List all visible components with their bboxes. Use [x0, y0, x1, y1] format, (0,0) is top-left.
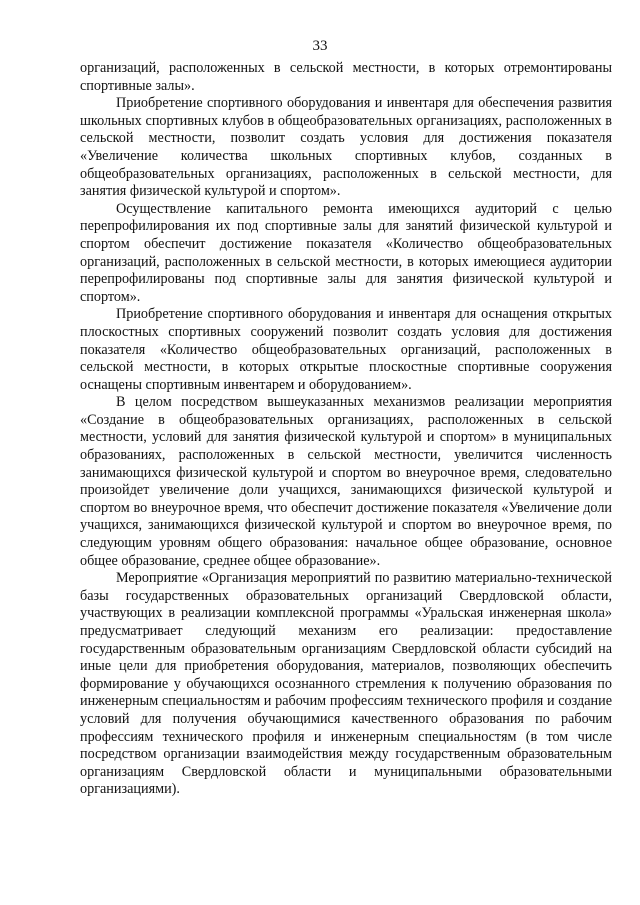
- paragraph: организаций, расположенных в сельской местности, в которых отремонтированы спортивные залы».: [80, 60, 612, 94]
- paragraph: Приобретение спортивного оборудования и инвентаря для обеспечения развития школьных спортивных клубов в общеобразовательных организациях, расположенных в сельской местности, позволит создать условия для достижения показателя «Увеличение количества школьных спортивных клубов, созданных в общеобразовательных организациях, расположенных в сельской местности, для занятия физической культурой и спортом».: [80, 95, 612, 200]
- paragraph: Осуществление капитального ремонта имеющихся аудиторий с целью перепрофилирования их под спортивные залы для занятий физической культурой и спортом обеспечит достижение показателя «Количество общеобразовательных организаций, расположенных в сельской местности, в которых имеющиеся аудитории перепрофилированы под спортивные залы для занятия физической культурой и спортом».: [80, 200, 612, 305]
- page-number: 33: [312, 38, 328, 54]
- body-text: [80, 60, 612, 799]
- paragraph: Мероприятие «Организация мероприятий по развитию материально-технической базы государственных образовательных организаций Свердловской области, участвующих в реализации комплексной программы «Уральская инженерная школа» предусматривает следующий механизм его реализации: предоставление государственным образовательным организациям Свердловской области субсидий на иные цели для приобретения оборудования, материалов, позволяющих обеспечить формирование у обучающихся осознанного стремления к получению образования по инженерным специальностям и рабочим профессиям технического профиля и создание условий для получения обучающимися качественного образования по рабочим профессиям технического профиля и инженерным специальностям (в том числе посредством организации взаимодействия между государственным образовательным организациям Свердловской области и муниципальными образовательными организациями).: [80, 570, 612, 798]
- paragraph: Приобретение спортивного оборудования и инвентаря для оснащения открытых плоскостных спортивных сооружений позволит создать условия для достижения показателя «Количество общеобразовательных организаций, расположенных в сельской местности, в которых открытые плоскостные спортивные сооружения оснащены спортивным инвентарем и оборудованием».: [80, 306, 612, 393]
- paragraph: В целом посредством вышеуказанных механизмов реализации мероприятия «Создание в общеобразовательных организациях, расположенных в сельской местности, условий для занятия физической культурой и спортом» в муниципальных образованиях, расположенных в сельской местности, увеличится численность занимающихся физической культурой и спортом во внеурочное время, следовательно произойдет увеличение доли учащихся, занимающихся физической культурой и спортом во внеурочное время, что обеспечит достижение показателя «Увеличение доли учащихся, занимающихся физической культурой и спортом во внеурочное время, по следующим уровням общего образования: начальное общее образование, основное общее образование, среднее общее образование».: [80, 394, 612, 569]
